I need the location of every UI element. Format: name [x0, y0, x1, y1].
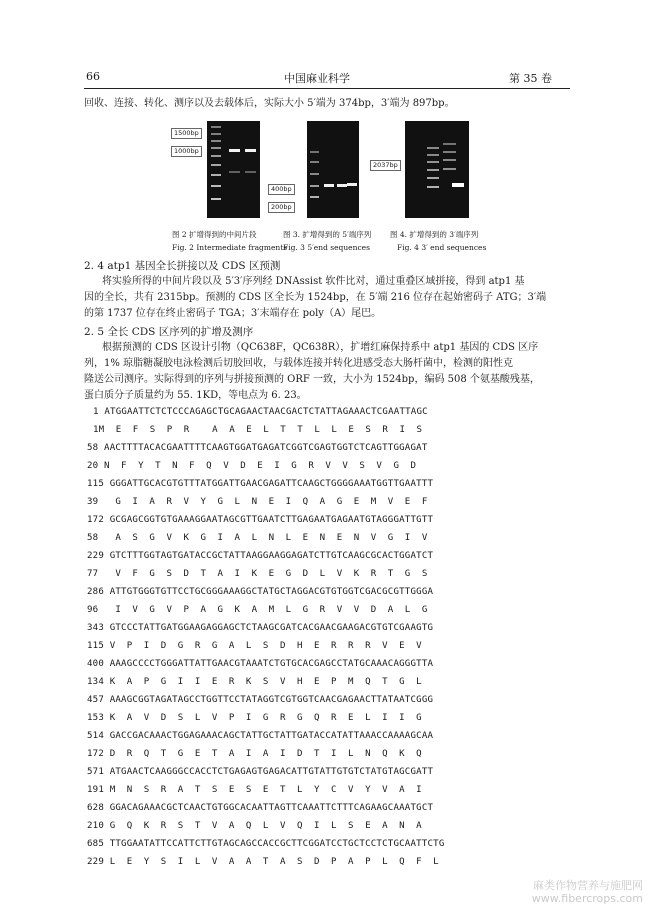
aa-line-4: 58 A S G V K G I A L N L E N E N V G I V [87, 533, 428, 543]
aa-line-13: 229 L E Y S I L V A A T A S D P A P L Q F L [87, 857, 439, 867]
aa-line-6: 96 I V G V P A G K A M L G R V V D A L G [87, 605, 428, 615]
aa-line-10: 172 D R Q T G E T A I A I D T I L N Q K Q [87, 749, 422, 759]
section-2-5-line-4: 蛋白质分子质量约为 55. 1KD，等电点为 6. 23。 [84, 390, 307, 401]
volume-label: 第 35 卷 [509, 72, 552, 85]
gel-image-fig3 [307, 121, 359, 218]
gel-bands-fig3 [307, 121, 359, 218]
gel-label-1500bp: 1500bp [171, 128, 202, 139]
aa-line-8: 134 K A P G I I E R K S V H E P M Q T G L [87, 677, 422, 687]
section-2-4-line-3: 的第 1737 位存在终止密码子 TGA；3′末端存在 poly（A）尾巴。 [84, 308, 382, 319]
nt-line-7: 343 GTCCCTATTGATGGAAGAGGAGCTCTAAGCGATCACGAACGAAGACGTGTCGAAGTG [87, 623, 434, 633]
section-2-5-line-1: 根据预测的 CDS 区设计引物（QC638F，QC638R），扩增红麻保持系中 atp1 基因的 CDS 区序 [102, 342, 539, 353]
aa-line-5: 77 V F G S D T A I K E G D L V K R T G S [87, 569, 428, 579]
journal-title: 中国麻业科学 [284, 72, 350, 85]
watermark-line-1: 麻类作物营养与施肥网 [533, 879, 643, 892]
aa-line-2: 20 N F Y T N F Q V D E I G R V V S V G D [87, 461, 417, 471]
gel-label-400bp: 400bp [268, 184, 295, 195]
gel-label-200bp: 200bp [268, 202, 295, 213]
section-2-5-heading: 2. 5 全长 CDS 区序列的扩增及测序 [84, 326, 254, 338]
fig2-caption-en: Fig. 2 Intermediate fragments [172, 243, 288, 252]
aa-line-1: 1M E F S P R A A E L T T L L E S R I S [93, 425, 423, 435]
section-2-4-line-2: 因的全长，共有 2315bp。预测的 CDS 区全长为 1524bp，在 5′端 216 位存在起始密码子 ATG；3′端 [84, 292, 547, 303]
fig4-caption-en: Fig. 4 3′ end sequences [397, 243, 487, 252]
fig4-caption-cn: 图 4. 扩增得到的 3′端序列 [390, 230, 479, 239]
nt-line-2: 58 AACTTTTACACGAATTTTCAAGTGGATGAGATCGGTCGAGTGGTCTCAGTTGGAGAT [87, 443, 428, 453]
fig3-caption-cn: 图 3. 扩增得到的 5′端序列 [283, 230, 372, 239]
aa-line-11: 191 M N S R A T S E S E T L Y C V Y V A I [87, 785, 422, 795]
nt-line-10: 514 GACCGACAAACTGGAGAAACAGCTATTGCTATTGATACCATATTAAACCAAAAGCAA [87, 731, 434, 741]
aa-line-12: 210 G Q K R S T V A Q L V Q I L S E A N A [87, 821, 422, 831]
nt-line-3: 115 GGGATTGCACGTGTTTATGGATTGAACGAGATTCAAGCTGGGGAAATGGTTGAATTT [87, 479, 434, 489]
gel-image-fig2 [207, 121, 260, 218]
page-number: 66 [86, 70, 100, 83]
gel-label-1000bp: 1000bp [171, 146, 202, 157]
gel-bands-fig4 [405, 121, 469, 218]
section-2-5-line-2: 列，1% 琼脂糖凝胶电泳检测后切胶回收，与载体连接并转化进感受态大肠杆菌中，检测的阳性克 [84, 358, 514, 369]
section-2-4-heading: 2. 4 atp1 基因全长拼接以及 CDS 区预测 [84, 260, 281, 272]
nt-line-4: 172 GCGAGCGGTGTGAAAGGAATAGCGTTGAATCTTGAGAATGAGAATGTAGGGATTGTT [87, 515, 434, 525]
nt-line-13: 685 TTGGAATATTCCATTCTTGTAGCAGCCACCGCTTCGGATCCTGCTCCTCTGCAATTCTG [87, 839, 445, 849]
aa-line-3: 39 G I A R V Y G L N E I Q A G E M V E F [87, 497, 428, 507]
gel-bands-fig2 [207, 121, 260, 218]
watermark [532, 879, 643, 905]
fig3-caption-en: Fig. 3 5′end sequences [283, 243, 370, 252]
nt-line-1: 1 ATGGAATTCTCTCCCAGAGCTGCAGAACTAACGACTCTATTAGAAACTCGAATTAGC [93, 407, 428, 417]
header-rule [84, 88, 570, 89]
nt-line-11: 571 ATGAACTCAAGGGCCACCTCTGAGAGTGAGACATTGTATTGTGTCTATGTAGCGATT [87, 767, 434, 777]
fig2-caption-cn: 图 2 扩增得到的中间片段 [172, 230, 257, 239]
nt-line-8: 400 AAAGCCCCTGGGATTATTGAACGTAAATCTGTGCACGAGCCTATGCAAACAGGGTTA [87, 659, 434, 669]
nt-line-12: 628 GGACAGAAACGCTCAACTGTGGCACAATTAGTTCAAATTCTTTCAGAAGCAAATGCT [87, 803, 434, 813]
watermark-line-2: www.fibercrops.com [531, 892, 643, 905]
gel-image-fig4 [405, 121, 469, 218]
nt-line-6: 286 ATTGTGGGTGTTCCTGCGGGAAAGGCTATGCTAGGACGTGTGGTCGACGCGTTGGGA [87, 587, 434, 597]
nt-line-5: 229 GTCTTTGGTAGTGATACCGCTATTAAGGAAGGAGATCTTGTCAAGCGCACTGGATCT [87, 551, 434, 561]
section-2-5-line-3: 隆送公司测序。实际得到的序列与拼接预测的 ORF 一致，大小为 1524bp，编码 508 个氨基酸残基， [84, 374, 540, 385]
nt-line-9: 457 AAAGCGGTAGATAGCCTGGTTCCTATAGGTCGTGGTCAACGAGAACTTATAATCGGG [87, 695, 434, 705]
gel-label-2037bp: 2037bp [370, 160, 401, 171]
intro-line: 回收、连接、转化、测序以及去载体后，实际大小 5′端为 374bp，3′端为 897bp。 [84, 98, 455, 109]
aa-line-7: 115 V P I D G R G A L S D H E R R R V E V [87, 641, 422, 651]
section-2-4-line-1: 将实验所得的中间片段以及 5′3′序列经 DNAssist 软件比对，通过重叠区域拼接，得到 atp1 基 [102, 276, 525, 287]
aa-line-9: 153 K A V D S L V P I G R G Q R E L I I G [87, 713, 422, 723]
